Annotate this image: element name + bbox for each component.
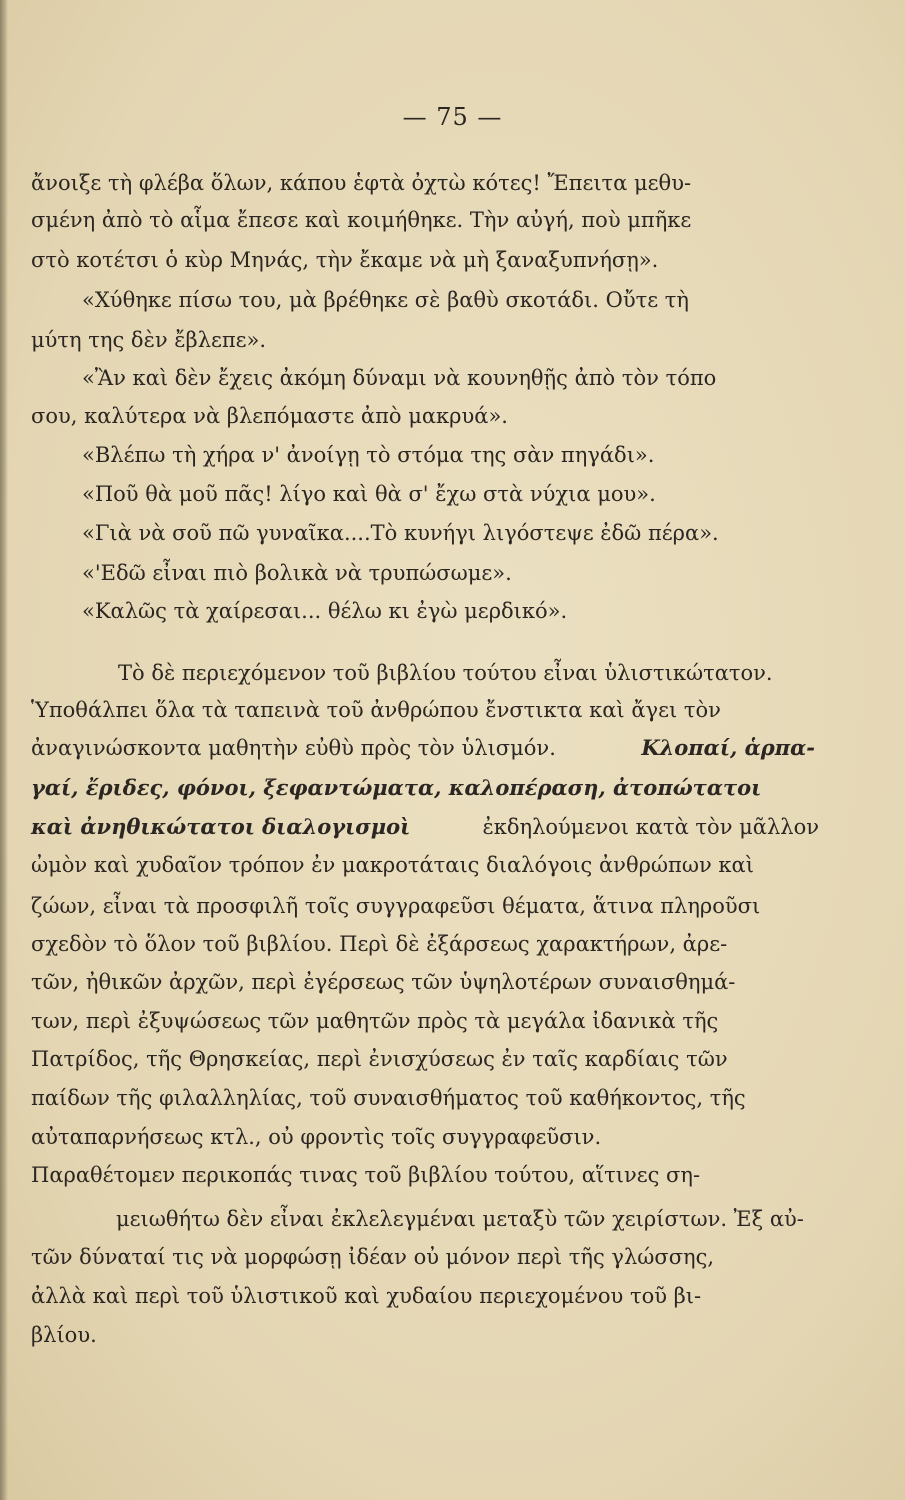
text-line: σχεδὸν τὸ ὅλον τοῦ βιβλίου. Περὶ δὲ ἐξάρσεως χαρακτήρων, ἀρε- xyxy=(31,932,728,956)
text-line: σου, καλύτερα νὰ βλεπόμαστε ἀπὸ μακρυά». xyxy=(31,404,508,428)
text-line: σμένη ἀπὸ τὸ αἷμα ἔπεσε καὶ κοιμήθηκε. Τὴν αὐγή, ποὺ μπῆκε xyxy=(31,208,692,232)
text-line: «Ποῦ θὰ μοῦ πᾶς! λίγο καὶ θὰ σ' ἔχω στὰ νύχια μου». xyxy=(82,482,656,506)
text-line: Τὸ δὲ περιεχόμενον τοῦ βιβλίου τούτου εἶναι ὑλιστικώτατον. xyxy=(118,661,773,685)
text-line: καὶ ἀνηθικώτατοι διαλογισμοὶ ἐκδηλούμενοι κατὰ τὸν μᾶλλον xyxy=(31,814,819,839)
page-binding-edge xyxy=(0,0,8,1500)
text-line: ὠμὸν καὶ χυδαῖον τρόπον ἐν μακροτάταις διαλόγοις ἀνθρώπων καὶ xyxy=(31,853,754,877)
text-line: τῶν, ἠθικῶν ἀρχῶν, περὶ ἐγέρσεως τῶν ὑψηλοτέρων συναισθημά- xyxy=(31,970,736,994)
page-number: — 75 — xyxy=(402,103,503,131)
text-line: «Γιὰ νὰ σοῦ πῶ γυναῖκα....Τὸ κυνήγι λιγόστεψε ἐδῶ πέρα». xyxy=(82,521,719,545)
text-line: των, περὶ ἐξυψώσεως τῶν μαθητῶν πρὸς τὰ μεγάλα ἰδανικὰ τῆς xyxy=(31,1009,719,1033)
text-line: Παραθέτομεν περικοπάς τινας τοῦ βιβλίου τούτου, αἵτινες ση- xyxy=(31,1163,701,1187)
text-line: ἀναγινώσκοντα μαθητὴν εὐθὺ πρὸς τὸν ὑλισμόν. Κλοπαί, ἁρπα- xyxy=(31,735,815,760)
text-line: «Καλῶς τὰ χαίρεσαι... θέλω κι ἐγὼ μερδικό». xyxy=(82,599,568,623)
text-line: ἄνοιξε τὴ φλέβα ὅλων, κάπου ἑφτὰ ὀχτὼ κότες! Ἔπειτα μεθυ- xyxy=(31,171,692,195)
text-line: «Βλέπω τὴ χήρα ν' ἀνοίγῃ τὸ στόμα της σὰν πηγάδι». xyxy=(82,443,655,467)
text-line: βλίου. xyxy=(31,1323,97,1347)
text-line: τῶν δύναταί τις νὰ μορφώσῃ ἰδέαν οὐ μόνον περὶ τῆς γλώσσης, xyxy=(31,1245,715,1269)
text-line: γαί, ἔριδες, φόνοι, ξεφαντώματα, καλοπέραση, ἀτοπώτατοι xyxy=(31,775,762,800)
text-line: μύτη της δὲν ἔβλεπε». xyxy=(31,328,267,352)
text-line: παίδων τῆς φιλαλληλίας, τοῦ συναισθήματος τοῦ καθήκοντος, τῆς xyxy=(31,1086,746,1110)
text-line: μειωθήτω δὲν εἶναι ἐκλελεγμέναι μεταξὺ τῶν χειρίστων. Ἐξ αὐ- xyxy=(116,1207,804,1231)
text-line: «'Εδῶ εἶναι πιὸ βολικὰ νὰ τρυπώσωμε». xyxy=(82,561,512,585)
text-line: «Χύθηκε πίσω του, μὰ βρέθηκε σὲ βαθὺ σκοτάδι. Οὔτε τὴ xyxy=(82,288,689,312)
text-line: ἀλλὰ καὶ περὶ τοῦ ὑλιστικοῦ καὶ χυδαίου περιεχομένου τοῦ βι- xyxy=(31,1284,702,1308)
text-line: Πατρίδος, τῆς Θρησκείας, περὶ ἐνισχύσεως ἐν ταῖς καρδίαις τῶν xyxy=(31,1047,728,1071)
text-line: Ὑποθάλπει ὅλα τὰ ταπεινὰ τοῦ ἀνθρώπου ἔνστικτα καὶ ἄγει τὸν xyxy=(31,698,721,722)
text-line: «Ἂν καὶ δὲν ἔχεις ἀκόμη δύναμι νὰ κουνηθῇς ἀπὸ τὸν τόπο xyxy=(82,366,717,390)
text-line: αὐταπαρνήσεως κτλ., οὐ φροντὶς τοῖς συγγραφεῦσιν. xyxy=(31,1125,602,1149)
text-line: ζώων, εἶναι τὰ προσφιλῆ τοῖς συγγραφεῦσι θέματα, ἅτινα πληροῦσι xyxy=(31,894,761,918)
text-line: στὸ κοτέτσι ὁ κὺρ Μηνάς, τὴν ἔκαμε νὰ μὴ ξαναξυπνήσῃ». xyxy=(31,248,659,272)
